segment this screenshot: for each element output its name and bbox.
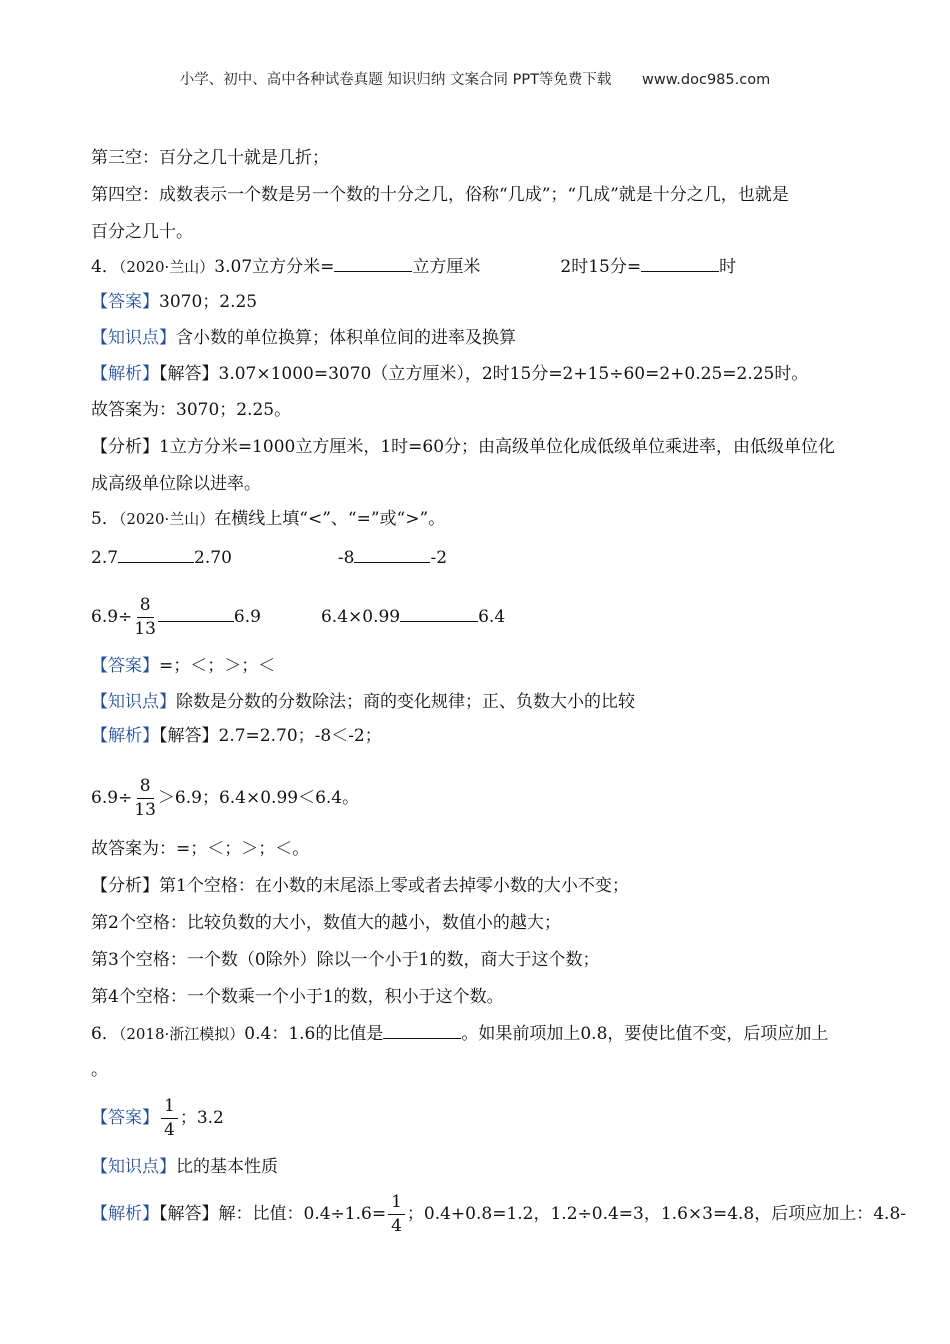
q4-knowledge-text: 含小数的单位换算；体积单位间的进率及换算 <box>176 328 516 348</box>
answer-label: 【答案】 <box>91 1108 159 1128</box>
q6-number: 6． <box>91 1024 119 1044</box>
fraction-denominator: 4 <box>391 1216 402 1236</box>
q5-fenxi-text-1: 第1个空格：在小数的末尾添上零或者去掉零小数的大小不变； <box>159 876 629 896</box>
q5-p1-left: 2.7 <box>91 548 119 568</box>
analysis-label: 【解析】 <box>91 364 159 384</box>
q5-solution-fraction <box>134 778 156 819</box>
q5-fraction <box>134 597 156 638</box>
q6-stem <box>91 1021 828 1046</box>
q6-solution <box>91 1190 906 1238</box>
q4-solution <box>91 362 808 386</box>
q6-answer-fraction <box>161 1098 178 1139</box>
q5-answer-text: =；＜；＞；＜ <box>159 656 276 676</box>
q4-conclusion: 故答案为：3070；2.25。 <box>91 400 292 420</box>
q5-solution-2 <box>91 774 359 822</box>
q5-conclusion: 故答案为：=；＜；＞；＜。 <box>91 839 310 859</box>
q5-blank-1[interactable] <box>118 545 194 563</box>
knowledge-label: 【知识点】 <box>91 1157 176 1177</box>
q5-p2-left: -8 <box>337 548 355 568</box>
q4-knowledge <box>91 326 516 350</box>
q5-solution-1 <box>91 724 382 748</box>
knowledge-label: 【知识点】 <box>91 692 176 712</box>
q6-answer <box>91 1094 224 1142</box>
q5-stem-text: 在横线上填“<”、“=”或“>”。 <box>214 509 446 529</box>
q5-fenxi-3: 第3个空格：一个数（0除外）除以一个小于1的数，商大于这个数； <box>91 950 600 970</box>
solution-label: 【解答】 <box>159 364 219 384</box>
q4-blank-1[interactable] <box>334 254 412 272</box>
header-text: 小学、初中、高中各种试卷真题 知识归纳 文案合同 PPT等免费下载 <box>179 72 612 88</box>
q6-stem-a: 0.4：1.6的比值是 <box>244 1024 384 1044</box>
q5-fenxi-2: 第2个空格：比较负数的大小，数值大的越小，数值小的越大； <box>91 913 561 933</box>
fraction-denominator: 13 <box>134 619 156 639</box>
intro-line-1: 第三空：百分之几十就是几折； <box>91 148 329 168</box>
q4-fenxi-2: 成高级单位除以进率。 <box>91 474 261 494</box>
q4-solution-text: 3.07×1000=3070（立方厘米），2时15分=2+15÷60=2+0.25=2.25时。 <box>218 364 809 384</box>
fenxi-label: 【分析】 <box>91 876 159 896</box>
q5-row-2 <box>91 593 505 641</box>
intro-line-3: 百分之几十。 <box>91 222 193 242</box>
q5-number: 5． <box>91 509 119 529</box>
q6-answer-rest: ；3.2 <box>179 1108 224 1128</box>
q4-blank-2[interactable] <box>641 254 719 272</box>
answer-label: 【答案】 <box>91 292 159 312</box>
q4-fenxi-1 <box>91 435 835 459</box>
q5-solution-2-left: 6.9÷ <box>91 788 133 808</box>
q5-stem <box>91 507 445 531</box>
q5-blank-4[interactable] <box>400 604 478 622</box>
page-header <box>0 68 950 89</box>
answer-label: 【答案】 <box>91 656 159 676</box>
fraction-numerator: 1 <box>161 1098 178 1119</box>
q6-stem-end: 。 <box>91 1060 108 1080</box>
q6-stem-b: 。如果前项加上0.8，要使比值不变，后项应加上 <box>461 1024 829 1044</box>
q6-knowledge <box>91 1155 278 1179</box>
fenxi-label: 【分析】 <box>91 437 159 457</box>
q4-answer-text: 3070；2.25 <box>159 292 258 312</box>
q5-knowledge-text: 除数是分数的分数除法；商的变化规律；正、负数大小的比较 <box>176 692 635 712</box>
q4-part-b: 2时15分= <box>560 257 642 277</box>
q6-source: （2018·浙江模拟） <box>118 1025 245 1043</box>
q4-source: （2020·兰山） <box>118 258 215 276</box>
fraction-numerator: 8 <box>137 597 154 618</box>
q5-fenxi-1 <box>91 874 629 898</box>
header-site-link[interactable]: www.doc985.com <box>642 72 771 88</box>
q4-number: 4． <box>91 257 119 277</box>
q5-solution-2-right: ＞6.9；6.4×0.99＜6.4。 <box>157 788 360 808</box>
q4-stem <box>91 254 736 279</box>
knowledge-label: 【知识点】 <box>91 328 176 348</box>
analysis-label: 【解析】 <box>91 726 159 746</box>
q5-p4-left: 6.4×0.99 <box>320 607 401 627</box>
q5-p4-right: 6.4 <box>478 607 506 627</box>
q5-answer <box>91 654 275 678</box>
q5-solution-text-1: 2.7=2.70；-8＜-2； <box>218 726 382 746</box>
q5-p3-left: 6.9÷ <box>91 607 133 627</box>
q5-row-1 <box>91 545 447 570</box>
q5-fenxi-4: 第4个空格：一个数乘一个小于1的数，积小于这个数。 <box>91 987 504 1007</box>
q5-blank-2[interactable] <box>354 545 430 563</box>
fraction-numerator: 1 <box>388 1194 405 1215</box>
q4-part-a: 3.07立方分米= <box>214 257 335 277</box>
solution-label: 【解答】 <box>159 1204 219 1224</box>
fraction-denominator: 4 <box>164 1120 175 1140</box>
q6-knowledge-text: 比的基本性质 <box>176 1157 278 1177</box>
q4-answer <box>91 290 257 314</box>
q6-solution-a: 解：比值：0.4÷1.6= <box>218 1204 387 1224</box>
q5-knowledge <box>91 690 635 714</box>
q5-p1-right: 2.70 <box>194 548 232 568</box>
q5-source: （2020·兰山） <box>118 510 215 528</box>
q5-p2-right: -2 <box>430 548 448 568</box>
q5-p3-right: 6.9 <box>233 607 261 627</box>
q4-part-b-unit: 时 <box>719 257 737 277</box>
q6-blank-1[interactable] <box>383 1021 461 1039</box>
analysis-label: 【解析】 <box>91 1204 159 1224</box>
fraction-numerator: 8 <box>137 778 154 799</box>
q4-part-a-unit: 立方厘米 <box>412 257 481 277</box>
q5-blank-3[interactable] <box>158 604 234 622</box>
solution-label: 【解答】 <box>159 726 219 746</box>
intro-line-2: 第四空：成数表示一个数是另一个数的十分之几，俗称“几成”；“几成”就是十分之几，也就是 <box>91 185 789 205</box>
fraction-denominator: 13 <box>134 800 156 820</box>
q6-solution-fraction <box>388 1194 405 1235</box>
q4-fenxi-text-1: 1立方分米=1000立方厘米，1时=60分；由高级单位化成低级单位乘进率，由低级单位化 <box>159 437 836 457</box>
q6-solution-b: ；0.4+0.8=1.2，1.2÷0.4=3，1.6×3=4.8，后项应加上：4.8- <box>406 1204 907 1224</box>
